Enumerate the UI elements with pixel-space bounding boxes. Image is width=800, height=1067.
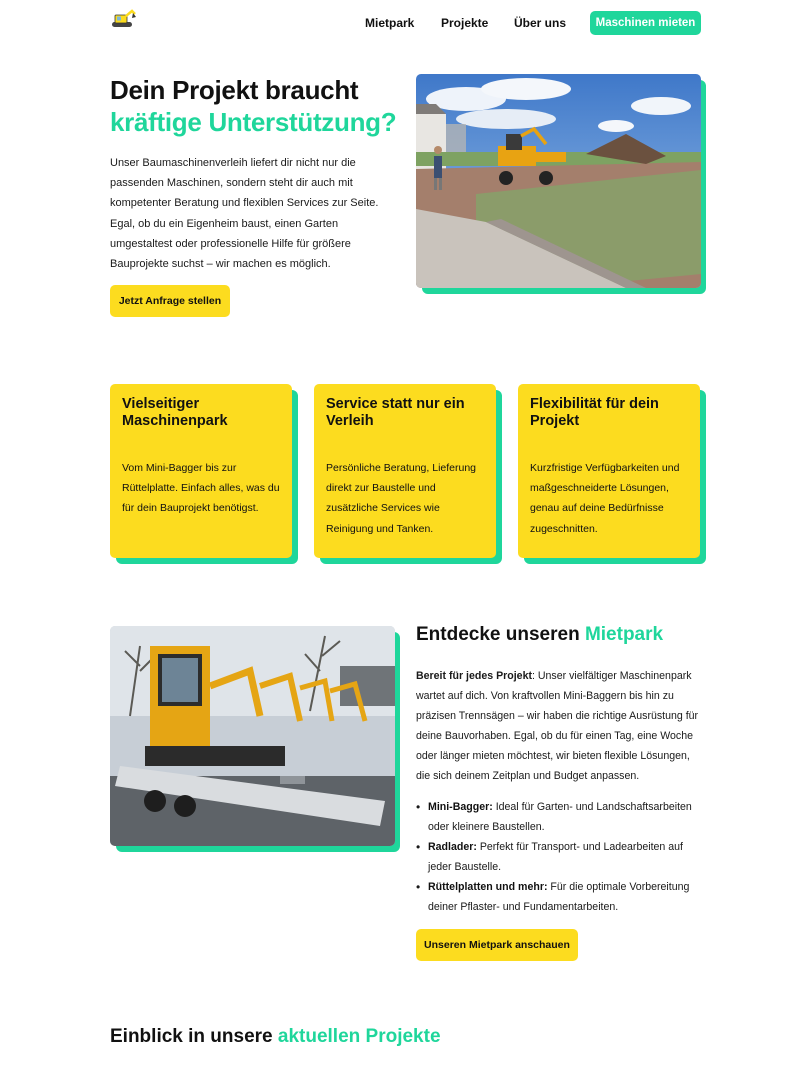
- feature-title: Vielseitiger Maschinenpark: [122, 396, 228, 429]
- hero-text: Unser Baumaschinenverleih liefert dir nicht nur die passenden Maschinen, sondern steht dir auch mit kompetenter Beratung und flexiblen Services zur Seite. Egal, ob du ein Eigenheim baust, einen Garten umgestaltest oder professionelle Hilfe für größere Bauprojekte suchst – wir machen es möglich.: [110, 157, 379, 271]
- feature-title: Service statt nur ein Verleih: [326, 396, 465, 429]
- list-item-text: Für die optimale Vorbereitung deiner Pflaster- und Fundamentarbeiten.: [428, 881, 690, 914]
- excavator-logo-icon[interactable]: [110, 8, 136, 30]
- mietpark-button[interactable]: Unseren Mietpark anschauen: [416, 929, 578, 961]
- feature-card: [110, 384, 292, 558]
- nav-projekte[interactable]: Projekte: [441, 16, 489, 30]
- nav-mietpark[interactable]: Mietpark: [365, 16, 415, 30]
- site-header: [0, 0, 800, 46]
- feature-title: Flexibilität für dein Projekt: [530, 396, 659, 429]
- request-button[interactable]: Jetzt Anfrage stellen: [110, 285, 230, 317]
- hero-title-line1: Dein Projekt braucht: [110, 75, 359, 105]
- machine-list: [416, 797, 706, 918]
- hero-photo: [416, 74, 706, 294]
- feature-text: Vom Mini-Bagger bis zur Rüttelplatte. Einfach alles, was du für dein Bauprojekt benötigst.: [122, 462, 280, 515]
- list-item: [416, 797, 706, 837]
- mietpark-intro-text: : Unser vielfältiger Maschinenpark wartet auf dich. Von kraftvollen Mini-Baggern bis hin zu präzisen Trennsägen – wir haben die richtige Ausrüstung für deine Bauvorhaben. Egal, ob du für einen Tag, eine Woche oder länger mieten möchtest, wir bieten flexible Lösungen, die sich deinem Zeitplan und Budget anpassen.: [416, 670, 699, 783]
- mietpark-intro: [416, 666, 706, 787]
- list-item-bold: Rüttelplatten und mehr:: [428, 881, 548, 894]
- mietpark-intro-bold: Bereit für jedes Projekt: [416, 670, 532, 682]
- hero-title: [110, 74, 396, 138]
- machines-rent-button[interactable]: Maschinen mieten: [590, 11, 701, 35]
- nav-ueber-uns[interactable]: Über uns: [514, 16, 567, 30]
- mietpark-title-accent: Mietpark: [584, 624, 664, 645]
- list-item: [416, 877, 706, 917]
- feature-text: Persönliche Beratung, Lieferung direkt zur Baustelle und zusätzliche Services wie Reinigung und Tanken.: [326, 462, 477, 535]
- feature-card: [314, 384, 496, 558]
- feature-card: [518, 384, 700, 558]
- list-item-bold: Mini-Bagger:: [428, 801, 493, 813]
- projects-title-accent: aktuellen Projekte: [277, 1026, 441, 1047]
- feature-text: Kurzfristige Verfügbarkeiten und maßgeschneiderte Lösungen, genau auf deine Bedürfnisse zugeschnitten.: [530, 462, 680, 535]
- list-item-text: Ideal für Garten- und Landschaftsarbeiten oder kleinere Baustellen.: [428, 801, 692, 834]
- list-item-text: Perfekt für Transport- und Ladearbeiten auf jeder Baustelle.: [428, 841, 683, 874]
- hero-title-line2: kräftige Unterstützung?: [110, 107, 397, 137]
- projects-title-plain: Einblick in unsere: [110, 1026, 278, 1047]
- list-item: [416, 837, 706, 877]
- mietpark-title-plain: Entdecke unseren: [416, 624, 585, 645]
- projects-title: [110, 1026, 441, 1048]
- mietpark-photo: [110, 626, 400, 852]
- mietpark-title: [416, 624, 663, 646]
- list-item-bold: Radlader:: [428, 841, 477, 854]
